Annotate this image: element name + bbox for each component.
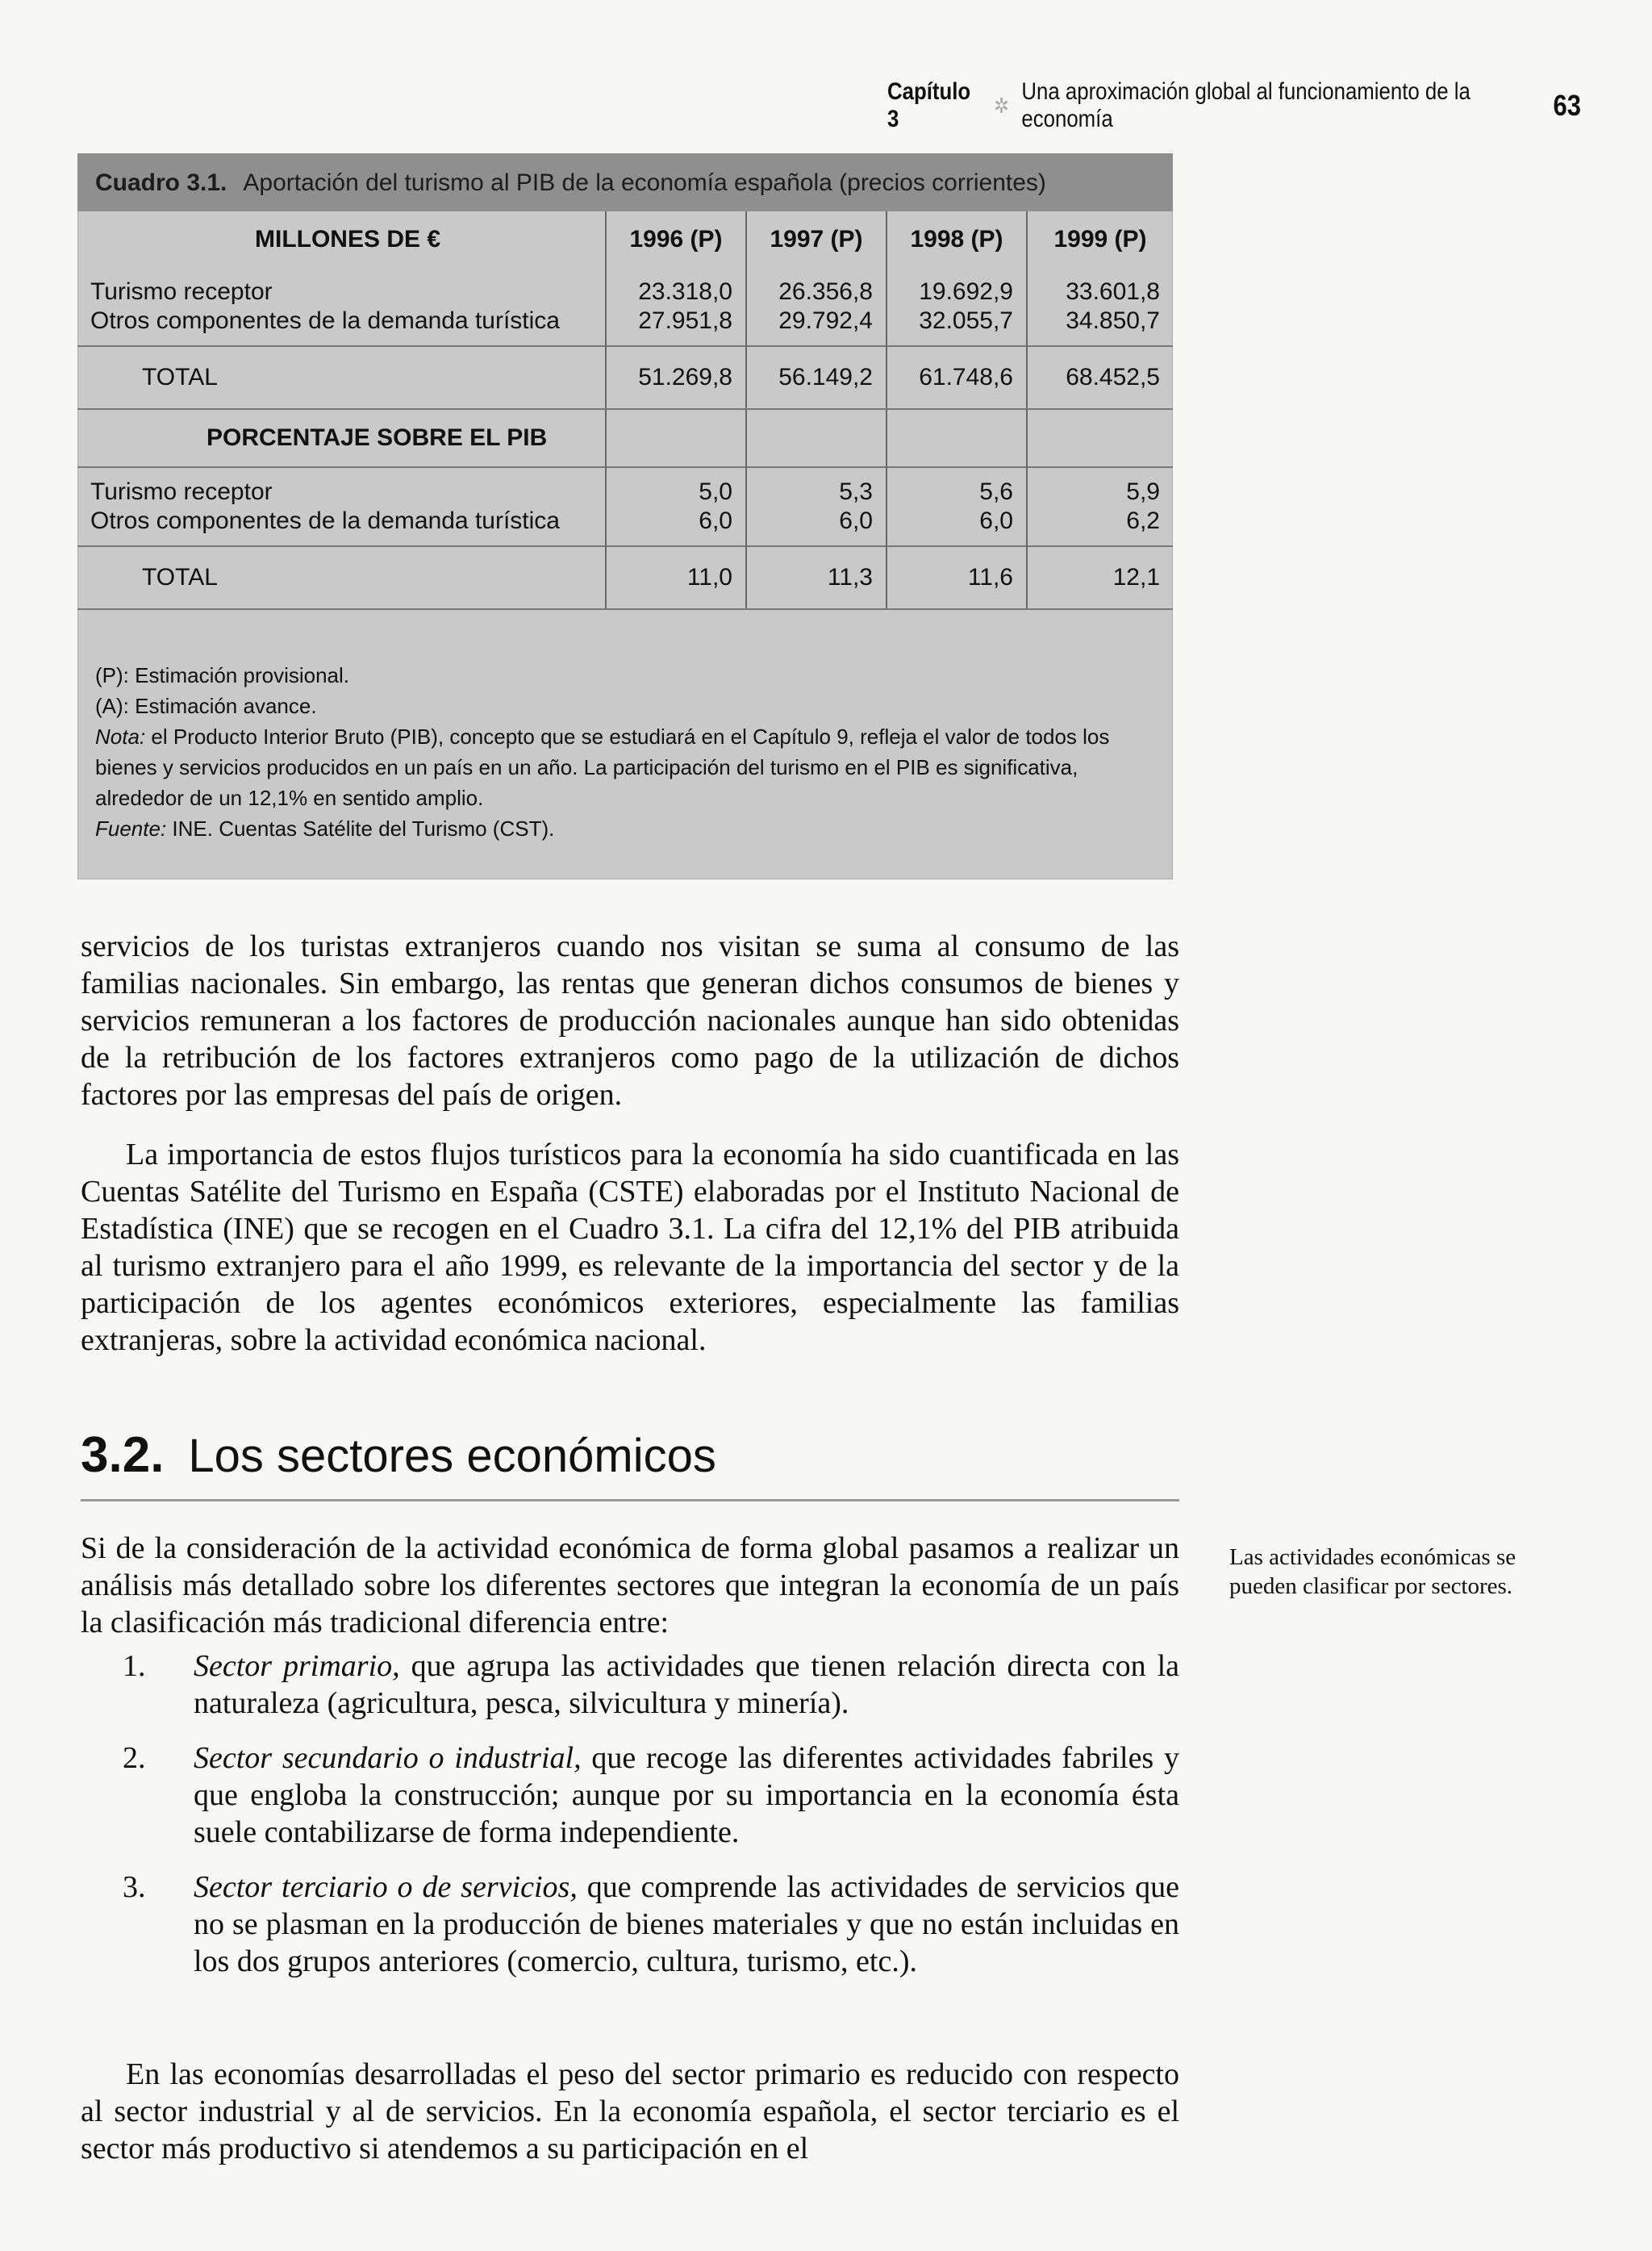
sector-list xyxy=(81,1648,1179,1998)
row-labels xyxy=(77,467,606,546)
table-caption-text: Aportación del turismo al PIB de la economía española (precios corrientes) xyxy=(243,169,1046,196)
table-cell: 11,0 xyxy=(606,546,746,609)
chapter-title: Una aproximación global al funcionamiento de la economía xyxy=(1021,78,1471,132)
table-cell: 11,6 xyxy=(886,546,1027,609)
row-label: Turismo receptor xyxy=(90,478,273,505)
year-header: 1996 (P) xyxy=(606,211,746,268)
total-label: TOTAL xyxy=(77,346,606,409)
table-caption-bar xyxy=(77,153,1173,211)
note-source: Fuente: INE. Cuentas Satélite del Turismo (CST). xyxy=(95,816,555,841)
table-row xyxy=(77,467,1173,546)
page-number: 63 xyxy=(1553,89,1581,122)
list-item: 1. Sector primario, que agrupa las actividades que tienen relación directa con la naturaleza (agricultura, pesca, silvicultura y minería). xyxy=(123,1649,1179,1720)
subheader-percent: PORCENTAJE SOBRE EL PIB xyxy=(206,424,548,451)
header-millions: MILLONES DE € xyxy=(255,226,441,253)
paragraph: En las economías desarrolladas el peso del sector primario es reducido con respecto al sector industrial y al de servicios. En la economía española, el sector terciario es el sector más productivo si atendemos a su participación en el xyxy=(81,2057,1179,2165)
total-label: TOTAL xyxy=(77,546,606,609)
table-subheader-row xyxy=(77,409,1173,467)
table-row xyxy=(77,268,1173,346)
table-header-row xyxy=(77,211,1173,268)
table-cell: 5,3 6,0 xyxy=(746,467,886,546)
table-total-row xyxy=(77,546,1173,609)
note-provisional: (P): Estimación provisional. xyxy=(95,663,349,687)
statistics-table-box xyxy=(77,153,1173,879)
table-cell: 56.149,2 xyxy=(746,346,886,409)
list-item: 2. Sector secundario o industrial, que recoge las diferentes actividades fabriles y que engloba la construcción; aunque por su importancia en la economía ésta suele contabilizarse de forma independiente. xyxy=(123,1741,1179,1849)
paragraph: Si de la consideración de la actividad económica de forma global pasamos a realizar un análisis más detallado sobre los diferentes sectores que integran la economía de un país la clasificación más tradicional diferencia entre: xyxy=(81,1531,1179,1639)
note-pib: Nota: el Producto Interior Bruto (PIB), concepto que se estudiará en el Capítulo 9, refleja el valor de todos los bienes y servicios producidos en un país en un año. La participación del turismo en el PIB es significativa, alrededor de un 12,1% en sentido amplio. xyxy=(95,725,1110,810)
table-cell: 68.452,5 xyxy=(1027,346,1173,409)
year-header: 1999 (P) xyxy=(1027,211,1173,268)
section-heading xyxy=(81,1426,1179,1484)
table-cell: 61.748,6 xyxy=(886,346,1027,409)
margin-note: Las actividades económicas se pueden clasificar por sectores. xyxy=(1229,1544,1516,1599)
section-title: Los sectores económicos xyxy=(188,1430,716,1482)
table-notes xyxy=(95,660,1152,844)
paragraph: La importancia de estos flujos turísticos para la economía ha sido cuantificada en las Cuentas Satélite del Turismo en España (CSTE) elaboradas por el Instituto Nacional de Estadística (INE) que se recogen en el Cuadro 3.1. La cifra del 12,1% del PIB atribuida al turismo extranjero para el año 1999, es relevante de la importancia del sector y de la participación de los agentes económicos exteriores, especialmente las familias extranjeras, sobre la actividad económica nacional. xyxy=(81,1138,1179,1357)
table-cell: 23.318,0 27.951,8 xyxy=(606,268,746,346)
section-divider xyxy=(81,1499,1179,1501)
row-label: Turismo receptor xyxy=(90,278,273,305)
table-cell: 19.692,9 32.055,7 xyxy=(886,268,1027,346)
table-caption xyxy=(95,169,1046,197)
running-header xyxy=(887,78,1581,132)
list-item: 3. Sector terciario o de servicios, que comprende las actividades de servicios que no se plasman en la producción de bienes materiales y que no están incluidas en los dos grupos anteriores (comercio, cultura, turismo, etc.). xyxy=(123,1870,1180,1978)
table-cell: 51.269,8 xyxy=(606,346,746,409)
row-label: Otros componentes de la demanda turística xyxy=(90,507,560,534)
chapter-label: Capítulo 3 xyxy=(887,78,971,132)
paragraph: servicios de los turistas extranjeros cuando nos visitan se suma al consumo de las familias nacionales. Sin embargo, las rentas que generan dichos consumos de bienes y servicios remuneran a los factores de producción nacionales aunque han sido obtenidas de la retribución de los factores extranjeros como pago de la utilización de dichos factores por las empresas del país de origen. xyxy=(81,929,1179,1112)
table-caption-number: Cuadro 3.1. xyxy=(95,169,227,196)
row-labels xyxy=(77,268,606,346)
year-header: 1998 (P) xyxy=(886,211,1027,268)
note-advance: (A): Estimación avance. xyxy=(95,694,317,718)
table-cell: 12,1 xyxy=(1027,546,1173,609)
table-cell: 33.601,8 34.850,7 xyxy=(1027,268,1173,346)
section-number: 3.2. xyxy=(81,1427,165,1483)
row-label: Otros componentes de la demanda turística xyxy=(90,307,560,334)
table-cell: 5,6 6,0 xyxy=(886,467,1027,546)
table-cell: 5,9 6,2 xyxy=(1027,467,1173,546)
table-cell: 11,3 xyxy=(746,546,886,609)
table-total-row xyxy=(77,346,1173,409)
table-cell: 5,0 6,0 xyxy=(606,467,746,546)
header-separator-icon: ✲ xyxy=(994,93,1009,118)
table-cell: 26.356,8 29.792,4 xyxy=(746,268,886,346)
year-header: 1997 (P) xyxy=(746,211,886,268)
tourism-gdp-table xyxy=(77,211,1173,610)
